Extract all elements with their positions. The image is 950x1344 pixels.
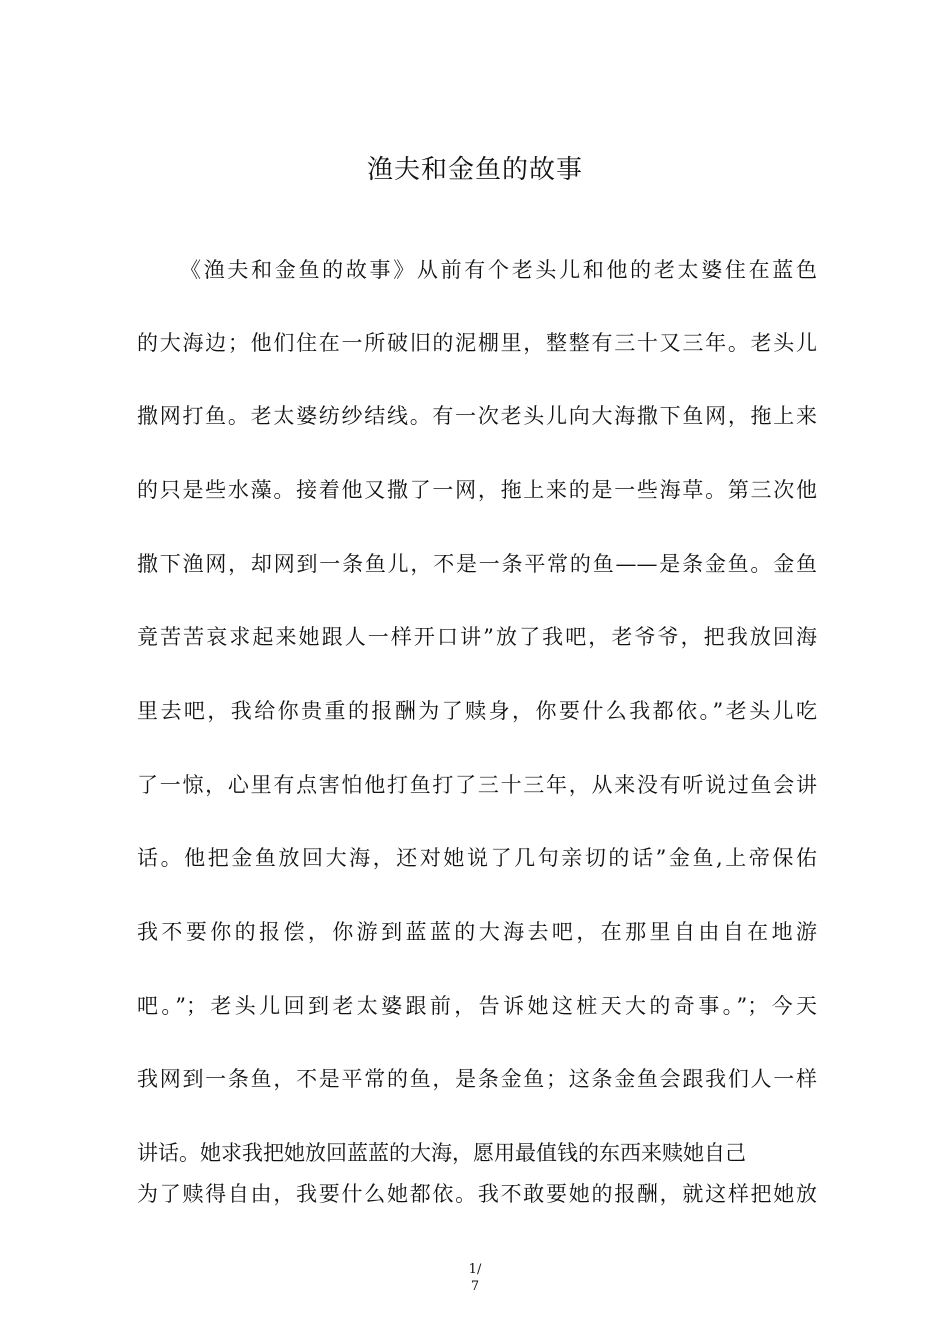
paragraph-line: 讲话。她求我把她放回蓝蓝的大海，愿用最值钱的东西来赎她自己 — [137, 1141, 746, 1165]
page-number-bottom: 7 — [470, 1279, 480, 1294]
paragraph-line: 话。他把金鱼放回大海，还对她说了几句亲切的话”金鱼,上帝保佑 — [137, 846, 817, 870]
document-title: 渔夫和金鱼的故事 — [366, 155, 583, 185]
paragraph-line: 我不要你的报偿，你游到蓝蓝的大海去吧，在那里自由自在地游 — [137, 920, 817, 944]
page-number-top: 1/ — [468, 1262, 482, 1277]
paragraph-line: 的大海边；他们住在一所破旧的泥棚里，整整有三十又三年。老头儿 — [137, 331, 817, 355]
paragraph-line: 竟苦苦哀求起来她跟人一样开口讲”放了我吧，老爷爷，把我放回海 — [137, 625, 817, 649]
paragraph-line: 撒网打鱼。老太婆纺纱结线。有一次老头儿向大海撒下鱼网，拖上来 — [137, 404, 817, 428]
paragraph-line: 我网到一条鱼，不是平常的鱼，是条金鱼；这条金鱼会跟我们人一样 — [137, 1067, 817, 1091]
paragraph-line: 的只是些水藻。接着他又撒了一网，拖上来的是一些海草。第三次他 — [137, 478, 817, 502]
paragraph-line: 了一惊，心里有点害怕他打鱼打了三十三年，从来没有听说过鱼会讲 — [137, 773, 817, 797]
paragraph-line: 《渔夫和金鱼的故事》从前有个老头儿和他的老太婆住在蓝色 — [180, 258, 817, 282]
paragraph-line: 为了赎得自由，我要什么她都依。我不敢要她的报酬，就这样把她放 — [137, 1182, 817, 1206]
paragraph-line: 吧。”；老头儿回到老太婆跟前，告诉她这桩天大的奇事。”；今天 — [137, 994, 817, 1018]
paragraph-line: 撒下渔网，却网到一条鱼儿，不是一条平常的鱼——是条金鱼。金鱼 — [137, 552, 817, 576]
paragraph-line: 里去吧，我给你贵重的报酬为了赎身，你要什么我都依。”老头儿吃 — [137, 699, 817, 723]
